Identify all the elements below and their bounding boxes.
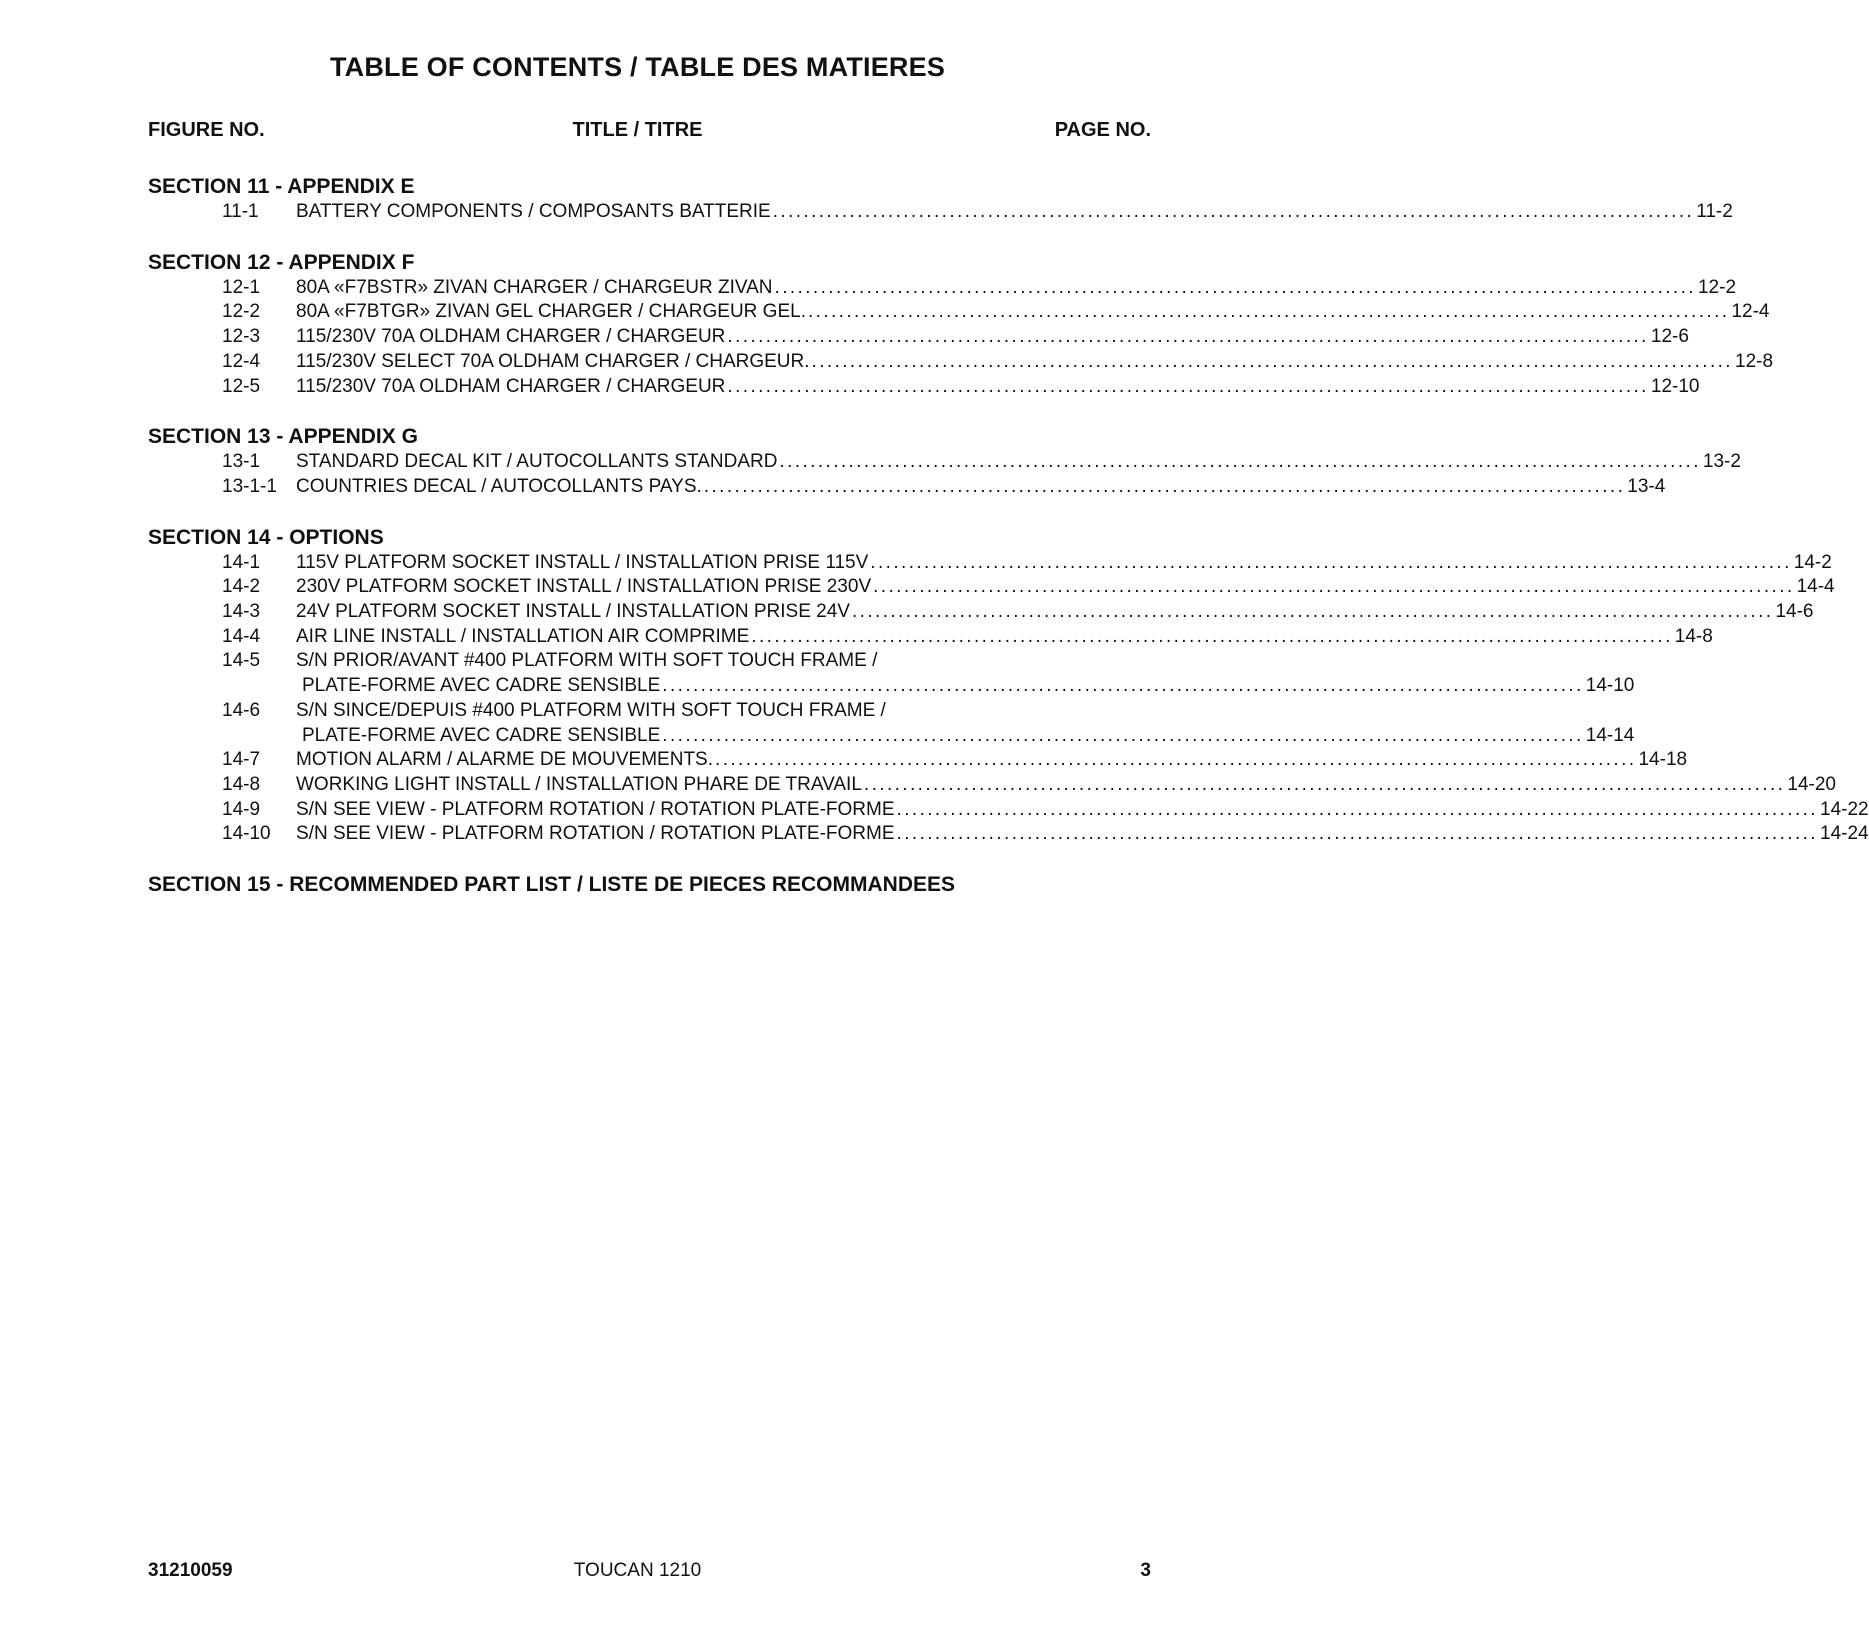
toc-section <box>148 871 1118 898</box>
figure-number: 11-1 <box>222 201 259 222</box>
page-number: 14-2 <box>1793 551 1832 573</box>
toc-section <box>148 423 1741 499</box>
entry-title: S/N PRIOR/AVANT #400 PLATFORM WITH SOFT TOUCH FRAME / <box>296 650 878 672</box>
entry-title: S/N SEE VIEW - PLATFORM ROTATION / ROTATION PLATE-FORME <box>296 798 895 820</box>
entry-title: 80A «F7BSTR» ZIVAN CHARGER / CHARGEUR ZIVAN <box>296 276 773 298</box>
figure-number: 13-1 <box>222 451 261 473</box>
figure-number: 14-1 <box>222 551 261 573</box>
leader-dots: ........................................................................................................................ <box>811 350 1733 372</box>
toc-entry <box>148 350 1774 375</box>
toc-entry <box>148 748 1688 773</box>
entry-title-continued: PLATE-FORME AVEC CADRE SENSIBLE <box>302 675 661 697</box>
leader-dots: ........................................................................................................................ <box>715 749 1637 771</box>
page-number: 12-8 <box>1735 350 1774 372</box>
page-number: 14-18 <box>1638 749 1688 771</box>
entry-title: BATTERY COMPONENTS / COMPOSANTS BATTERIE <box>296 201 771 222</box>
figure-number: 14-4 <box>222 625 261 647</box>
leader-dots: ........................................................................................................................ <box>870 551 1792 573</box>
page-number: 14-10 <box>1585 675 1635 697</box>
page-number: 14-4 <box>1796 576 1835 598</box>
page-no-header: PAGE NO. <box>1054 119 1151 141</box>
entry-title: AIR LINE INSTALL / INSTALLATION AIR COMPRIME <box>296 625 750 647</box>
leader-dots: ........................................................................................................................ <box>896 823 1818 845</box>
page-number: 14-22 <box>1820 798 1869 820</box>
figure-number: 14-7 <box>222 749 261 771</box>
leader-dots: ........................................................................................................................ <box>662 675 1584 697</box>
section-heading: SECTION 13 - APPENDIX G <box>148 425 418 449</box>
page-number: 14-6 <box>1775 601 1814 623</box>
section-heading: SECTION 11 - APPENDIX E <box>148 175 415 198</box>
figure-no-header: FIGURE NO. <box>148 119 265 141</box>
toc-entry <box>148 200 1733 225</box>
entry-title: 115/230V 70A OLDHAM CHARGER / CHARGEUR <box>296 326 726 348</box>
page-number: 11-2 <box>1696 201 1733 222</box>
toc-entry <box>148 822 1869 847</box>
toc-list <box>148 173 1869 922</box>
toc-entry <box>148 600 1814 625</box>
entry-title: S/N SINCE/DEPUIS #400 PLATFORM WITH SOFT TOUCH FRAME / <box>296 699 886 721</box>
entry-title: 115V PLATFORM SOCKET INSTALL / INSTALLATION PRISE 115V <box>296 551 869 573</box>
leader-dots: ........................................................................................................................ <box>772 201 1695 222</box>
figure-number: 14-9 <box>222 798 261 820</box>
figure-number: 14-10 <box>222 823 271 845</box>
footer-doc-number: 31210059 <box>148 1560 233 1581</box>
entry-title: 115/230V 70A OLDHAM CHARGER / CHARGEUR <box>296 375 726 397</box>
toc-entry <box>148 300 1770 325</box>
figure-number: 12-1 <box>222 276 261 298</box>
entry-title: 80A «F7BTGR» ZIVAN GEL CHARGER / CHARGEUR GEL. <box>296 301 806 323</box>
figure-number: 12-4 <box>222 350 261 372</box>
leader-dots: ........................................................................................................................ <box>662 724 1584 746</box>
toc-entry <box>148 699 1118 724</box>
leader-dots: ........................................................................................................................ <box>774 276 1696 298</box>
entry-title: S/N SEE VIEW - PLATFORM ROTATION / ROTATION PLATE-FORME <box>296 823 895 845</box>
leader-dots: ........................................................................................................................ <box>851 601 1774 623</box>
toc-entry <box>148 325 1689 350</box>
toc-entry <box>148 276 1737 301</box>
leader-dots: ........................................................................................................................ <box>727 326 1649 348</box>
section-heading: SECTION 12 - APPENDIX F <box>148 250 415 274</box>
figure-number: 13-1-1 <box>222 475 277 497</box>
page-number: 14-20 <box>1787 773 1836 795</box>
leader-dots: ........................................................................................................................ <box>779 451 1701 473</box>
toc-entry <box>148 625 1713 650</box>
leader-dots: ........................................................................................................................ <box>703 475 1626 497</box>
entry-title-continued: PLATE-FORME AVEC CADRE SENSIBLE <box>302 724 661 746</box>
page-number: 14-8 <box>1674 625 1713 647</box>
toc-entry <box>148 375 1700 400</box>
page-number: 14-14 <box>1585 724 1635 746</box>
figure-number: 12-3 <box>222 326 261 348</box>
entry-title: MOTION ALARM / ALARME DE MOUVEMENTS. <box>296 749 714 771</box>
figure-number: 12-5 <box>222 375 261 397</box>
toc-entry-continuation <box>148 724 1635 749</box>
figure-number: 12-2 <box>222 301 261 323</box>
toc-entry <box>148 575 1835 600</box>
toc-section <box>148 173 1733 225</box>
figure-number: 14-2 <box>222 576 261 598</box>
page-number: 12-10 <box>1650 375 1700 397</box>
title-header: TITLE / TITRE <box>572 119 703 141</box>
footer-model: TOUCAN 1210 <box>573 1560 702 1581</box>
footer-page-number: 3 <box>1140 1560 1151 1581</box>
toc-section <box>148 524 1869 847</box>
leader-dots: ........................................................................................................................ <box>863 773 1786 795</box>
page-title: TABLE OF CONTENTS / TABLE DES MATIERES <box>329 52 946 82</box>
section-heading: SECTION 14 - OPTIONS <box>148 525 384 549</box>
toc-entry <box>148 551 1832 576</box>
entry-title: 24V PLATFORM SOCKET INSTALL / INSTALLATION PRISE 24V <box>296 601 850 623</box>
page-number: 12-4 <box>1731 301 1770 323</box>
entry-title: COUNTRIES DECAL / AUTOCOLLANTS PAYS. <box>296 475 702 497</box>
entry-title: WORKING LIGHT INSTALL / INSTALLATION PHARE DE TRAVAIL <box>296 773 862 795</box>
page-number: 13-4 <box>1627 475 1666 497</box>
section-heading: SECTION 15 - RECOMMENDED PART LIST / LISTE DE PIECES RECOMMANDEES <box>148 873 956 897</box>
entry-title: 230V PLATFORM SOCKET INSTALL / INSTALLATION PRISE 230V <box>296 576 872 598</box>
figure-number: 14-5 <box>222 650 261 672</box>
page-number: 13-2 <box>1702 451 1741 473</box>
figure-number: 14-6 <box>222 699 261 721</box>
toc-entry <box>148 475 1666 500</box>
entry-title: STANDARD DECAL KIT / AUTOCOLLANTS STANDARD <box>296 451 778 473</box>
toc-entry <box>148 773 1836 798</box>
toc-entry <box>148 450 1741 475</box>
toc-entry <box>148 798 1869 823</box>
page-number: 12-6 <box>1650 326 1689 348</box>
page-number: 12-2 <box>1697 276 1737 298</box>
figure-number: 14-3 <box>222 601 261 623</box>
toc-entry <box>148 649 1118 674</box>
leader-dots: ........................................................................................................................ <box>751 625 1673 647</box>
toc-entry-continuation <box>148 674 1635 699</box>
leader-dots: ........................................................................................................................ <box>807 301 1730 323</box>
entry-title: 115/230V SELECT 70A OLDHAM CHARGER / CHARGEUR. <box>296 350 810 372</box>
leader-dots: ........................................................................................................................ <box>727 375 1649 397</box>
page-number: 14-24 <box>1820 823 1869 845</box>
figure-number: 14-8 <box>222 773 261 795</box>
toc-section <box>148 249 1774 400</box>
leader-dots: ........................................................................................................................ <box>896 798 1818 820</box>
leader-dots: ........................................................................................................................ <box>873 576 1795 598</box>
